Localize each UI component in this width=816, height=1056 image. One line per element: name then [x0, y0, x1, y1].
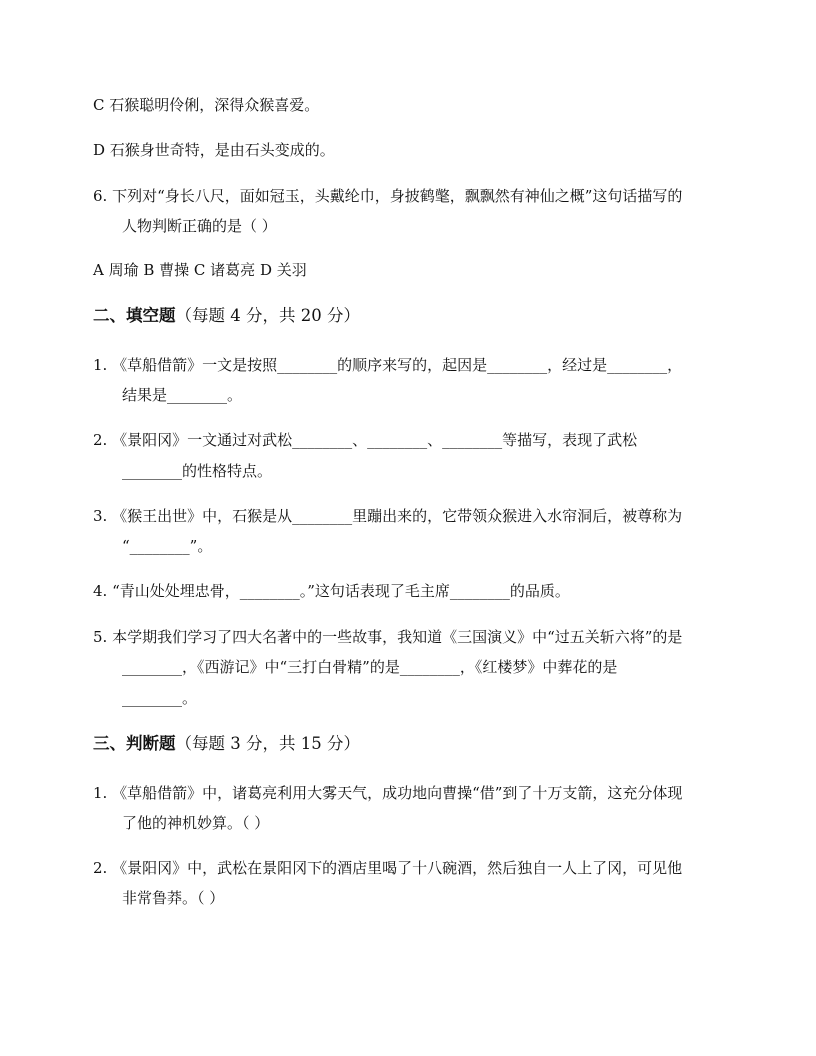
section2-heading [93, 306, 360, 326]
judge-item-2-line2: 非常鲁莽。（ ） [122, 889, 225, 907]
judge-item-1-line2: 了他的神机妙算。（ ） [122, 814, 270, 832]
q6-stem-line2: 人物判断正确的是（ ） [122, 217, 277, 235]
judge-item-1-line1: 1. 《草船借箭》中，诸葛亮利用大雾天气，成功地向曹操“借”到了十万支箭，这充分体现 [93, 784, 683, 802]
section2-title: 二、填空题 [93, 306, 176, 325]
fill-item-3-line1: 3. 《猴王出世》中，石猴是从________里蹦出来的，它带领众猴进入水帘洞后，被尊称为 [93, 507, 683, 525]
fill-item-2-line2: ________的性格特点。 [122, 462, 273, 480]
fill-item-3-line2: “________”。 [122, 537, 213, 555]
fill-item-5-line3: ________。 [122, 689, 198, 707]
section3-title: 三、判断题 [93, 734, 176, 753]
fill-item-5-line2: ________，《西游记》中“三打白骨精”的是________，《红楼梦》中葬花的是 [122, 658, 618, 676]
section2-note: （每题 4 分，共 20 分） [175, 306, 360, 325]
section3-heading [93, 734, 360, 754]
fill-item-1-line2: 结果是________。 [122, 386, 243, 404]
q5-option-d: D 石猴身世奇特，是由石头变成的。 [93, 141, 335, 159]
section3-note: （每题 3 分，共 15 分） [175, 734, 360, 753]
fill-item-5-line1: 5. 本学期我们学习了四大名著中的一些故事，我知道《三国演义》中“过五关斩六将”的是 [93, 628, 683, 646]
q6-options: A 周瑜 B 曹操 C 诸葛亮 D 关羽 [93, 261, 307, 279]
fill-item-2-line1: 2. 《景阳冈》一文通过对武松________、________、________等描写，表现了武松 [93, 431, 638, 449]
q5-option-c: C 石猴聪明伶俐，深得众猴喜爱。 [93, 96, 320, 114]
q6-stem-line1: 6. 下列对“身长八尺，面如冠玉，头戴纶巾，身披鹤氅，飘飘然有神仙之概”这句话描写的 [93, 187, 683, 205]
fill-item-1-line1: 1. 《草船借箭》一文是按照________的顺序来写的，起因是________，经过是________， [93, 356, 683, 374]
judge-item-2-line1: 2. 《景阳冈》中，武松在景阳冈下的酒店里喝了十八碗酒，然后独自一人上了冈，可见他 [93, 859, 683, 877]
fill-item-4-line1: 4. “青山处处埋忠骨，________。”这句话表现了毛主席________的品质。 [93, 582, 570, 600]
